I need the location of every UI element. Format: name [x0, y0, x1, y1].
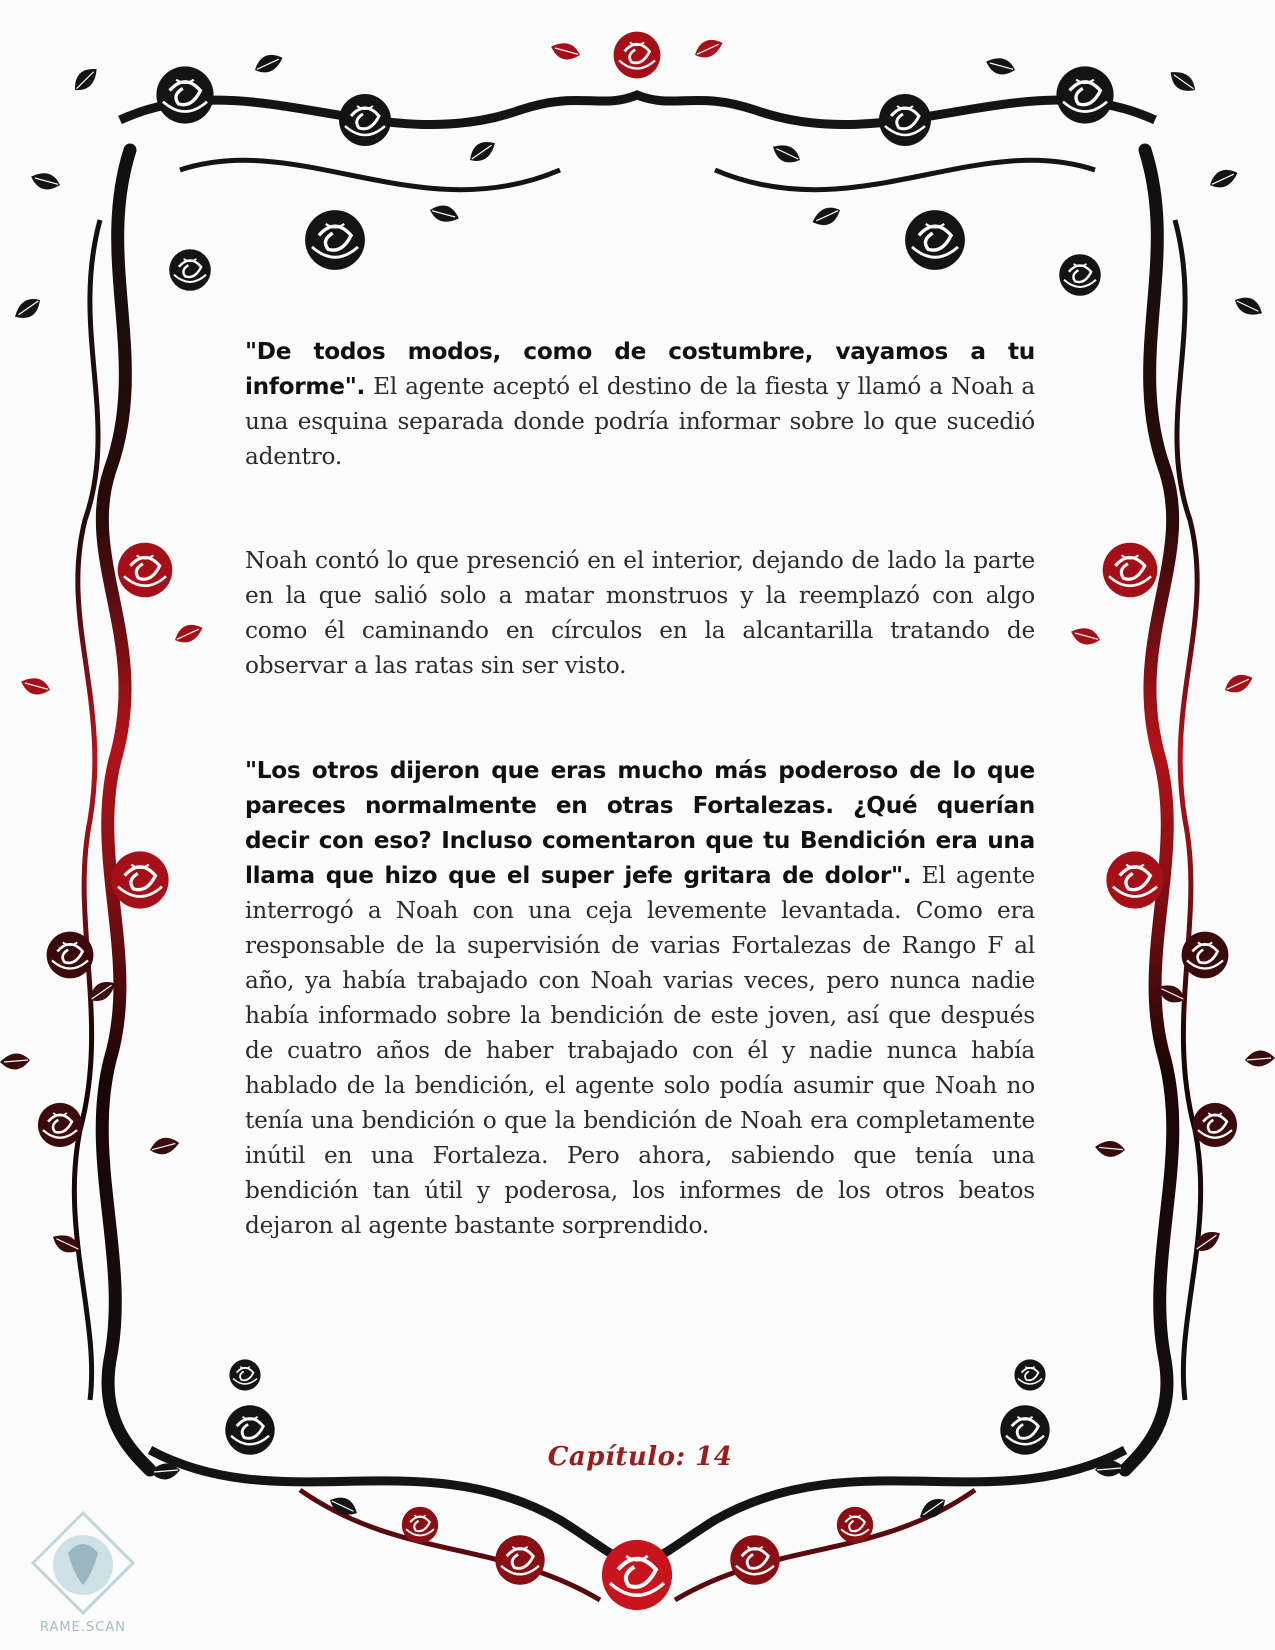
paragraph-1: [245, 334, 1035, 474]
chapter-label: Capítulo: 14: [547, 1442, 733, 1472]
wolf-logo-icon: [18, 1505, 148, 1620]
paragraph-3-text: El agente interrogó a Noah con una ceja levemente levantada. Como era responsable de la supervisión de varias Fortalezas de Rango F al año, ya había trabajado con Noah varias veces, pero nunca nadie había informado sobre la bendición de este joven, así que después de cuatro años de haber trabajado con él y nadie nunca había hablado de la bendición, el agente solo podía asumir que Noah no tenía una bendición o que la bendición de Noah era completamente inútil en una Fortaleza. Pero ahora, sabiendo que tenía una bendición tan útil y poderosa, los informes de los otros beatos dejaron al agente bastante sorprendido.: [245, 862, 1035, 1239]
paragraph-1-dialogue: "De todos modos, como de costumbre, vayamos a tu informe".: [245, 338, 1035, 400]
watermark-text: RAME.SCAN: [40, 1620, 126, 1635]
paragraph-1-text: El agente aceptó el destino de la fiesta y llamó a Noah a una esquina separada donde podría informar sobre lo que sucedió adentro.: [245, 373, 1035, 470]
paragraph-2: [245, 543, 1035, 683]
paragraph-3: [245, 753, 1035, 1243]
watermark: [18, 1505, 148, 1645]
paragraph-2-text: Noah contó lo que presenció en el interior, dejando de lado la parte en la que salió solo a matar monstruos y la reemplazó con algo como él caminando en círculos en la alcantarilla tratando de observar a las ratas sin ser visto.: [245, 547, 1035, 679]
paragraph-3-dialogue: "Los otros dijeron que eras mucho más poderoso de lo que pareces normalmente en otras Fortalezas. ¿Qué querían decir con eso? Incluso comentaron que tu Bendición era una llama que hizo que el super jefe gritara de dolor".: [245, 757, 1035, 889]
